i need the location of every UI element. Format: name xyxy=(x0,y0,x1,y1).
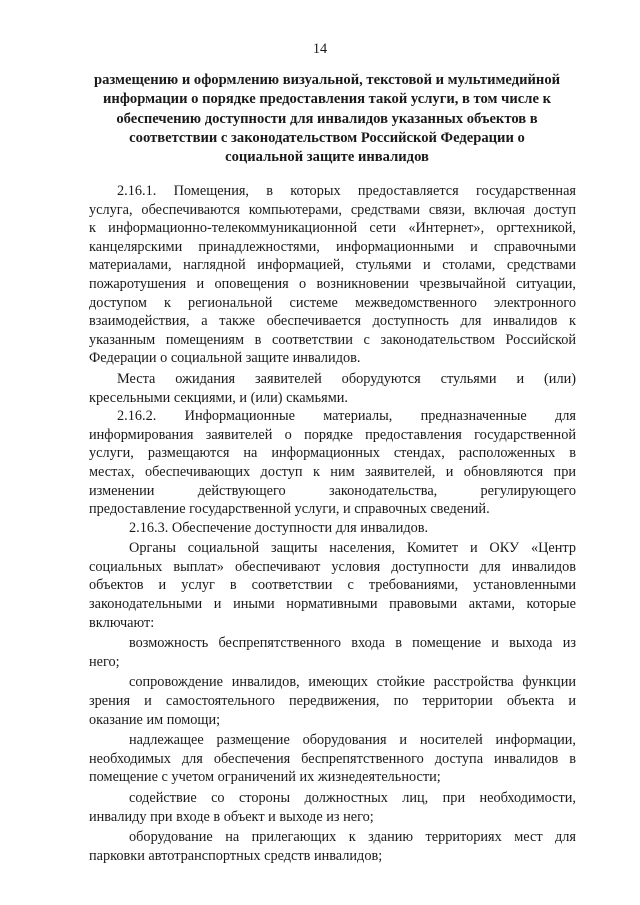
text-line: объектов и услуг в соответствии с требованиями, установленными xyxy=(89,577,576,594)
text-line: указанным помещениям в соответствии с законодательством Российской xyxy=(89,331,576,348)
text-line: Органы социальной защиты населения, Комитет и ОКУ «Центр xyxy=(129,540,576,557)
text-line: Места ожидания заявителей оборудуются стульями и (или) xyxy=(117,370,576,387)
paragraph-waiting-areas xyxy=(89,370,576,407)
text-line: 2.16.3. Обеспечение доступности для инвалидов. xyxy=(129,519,429,536)
text-line: 2.16.1. Помещения, в которых предоставляется государственная xyxy=(117,183,576,199)
text-line: услуги, размещаются на информационных стендах, расположенных в xyxy=(89,445,576,462)
text-line: кресельными секциями, и (или) скамьями. xyxy=(89,389,348,406)
paragraph-2-16-2 xyxy=(89,407,576,519)
text-line: предоставление государственной услуги, и справочных сведений. xyxy=(89,501,490,518)
page-number: 14 xyxy=(312,41,328,57)
text-line: услуга, обеспечиваются компьютерами, средствами связи, включая доступ xyxy=(89,201,576,218)
paragraph-2-16-1 xyxy=(89,182,576,368)
text-line: местах, обеспечивающих доступ к ним заявителей, и обновляются при xyxy=(89,463,576,480)
text-line: включают: xyxy=(89,614,155,631)
text-line: надлежащее размещение оборудования и носителей информации, xyxy=(129,732,576,749)
text-line: канцелярскими принадлежностями, информационными и справочными xyxy=(89,238,576,255)
heading-line: соответствии с законодательством Российской Федерации о xyxy=(129,129,525,146)
text-line: инвалиду при входе в объект и выходе из него; xyxy=(89,808,374,825)
text-line: взаимодействия, а также обеспечивается доступность для инвалидов к xyxy=(89,313,576,330)
text-line: доступом к региональной системе межведомственного электронного xyxy=(89,294,576,311)
text-line: оборудование на прилегающих к зданию территориях мест для xyxy=(129,829,576,846)
text-line: пожаротушения и оповещения о возникновении чрезвычайной ситуации, xyxy=(89,275,576,292)
text-line: необходимых для обеспечения беспрепятственного доступа инвалидов в xyxy=(89,750,576,767)
list-item-entrance xyxy=(89,634,576,671)
list-item-parking xyxy=(89,828,576,865)
text-line: 2.16.2. Информационные материалы, предназначенные для xyxy=(117,408,576,425)
heading-line: социальной защите инвалидов xyxy=(225,149,429,166)
text-line: содействие со стороны должностных лиц, при необходимости, xyxy=(129,790,576,806)
text-line: парковки автотранспортных средств инвалидов; xyxy=(89,847,383,864)
text-line: оказание им помощи; xyxy=(89,711,221,728)
list-item-equipment-placement xyxy=(89,731,576,787)
section-heading xyxy=(84,71,570,167)
list-item-escort xyxy=(89,673,576,729)
text-line: зрения и самостоятельного передвижения, по территории объекта и xyxy=(89,693,576,710)
paragraph-accessibility-conditions xyxy=(89,539,576,632)
heading-line: информации о порядке предоставления такой услуги, в том числе к xyxy=(103,91,551,108)
heading-line: размещению и оформлению визуальной, текстовой и мультимедийной xyxy=(93,72,561,88)
text-line: материалами, наглядной информацией, стульями и столами, средствами xyxy=(89,257,576,274)
body-text xyxy=(89,180,576,865)
text-line: к информационно-телекоммуникационной сети «Интернет», оргтехникой, xyxy=(89,220,576,237)
text-line: Федерации о социальной защите инвалидов. xyxy=(89,350,361,367)
text-line: изменении действующего законодательства, регулирующего xyxy=(89,482,576,499)
text-line: информирования заявителей о порядке предоставления государственной xyxy=(89,426,576,443)
text-line: социальных выплат» обеспечивают условия доступности для инвалидов xyxy=(89,558,576,575)
list-item-officials-assistance xyxy=(89,789,576,826)
text-line: помещение с учетом ограничений их жизнедеятельности; xyxy=(89,769,441,786)
text-line: законодательными и иными нормативными правовыми актами, которые xyxy=(89,596,576,613)
text-line: возможность беспрепятственного входа в помещение и выхода из xyxy=(129,635,576,652)
paragraph-2-16-3 xyxy=(89,519,576,538)
text-line: сопровождение инвалидов, имеющих стойкие расстройства функции xyxy=(129,674,576,691)
heading-line: обеспечению доступности для инвалидов указанных объектов в xyxy=(116,110,538,127)
text-line: него; xyxy=(89,653,120,670)
